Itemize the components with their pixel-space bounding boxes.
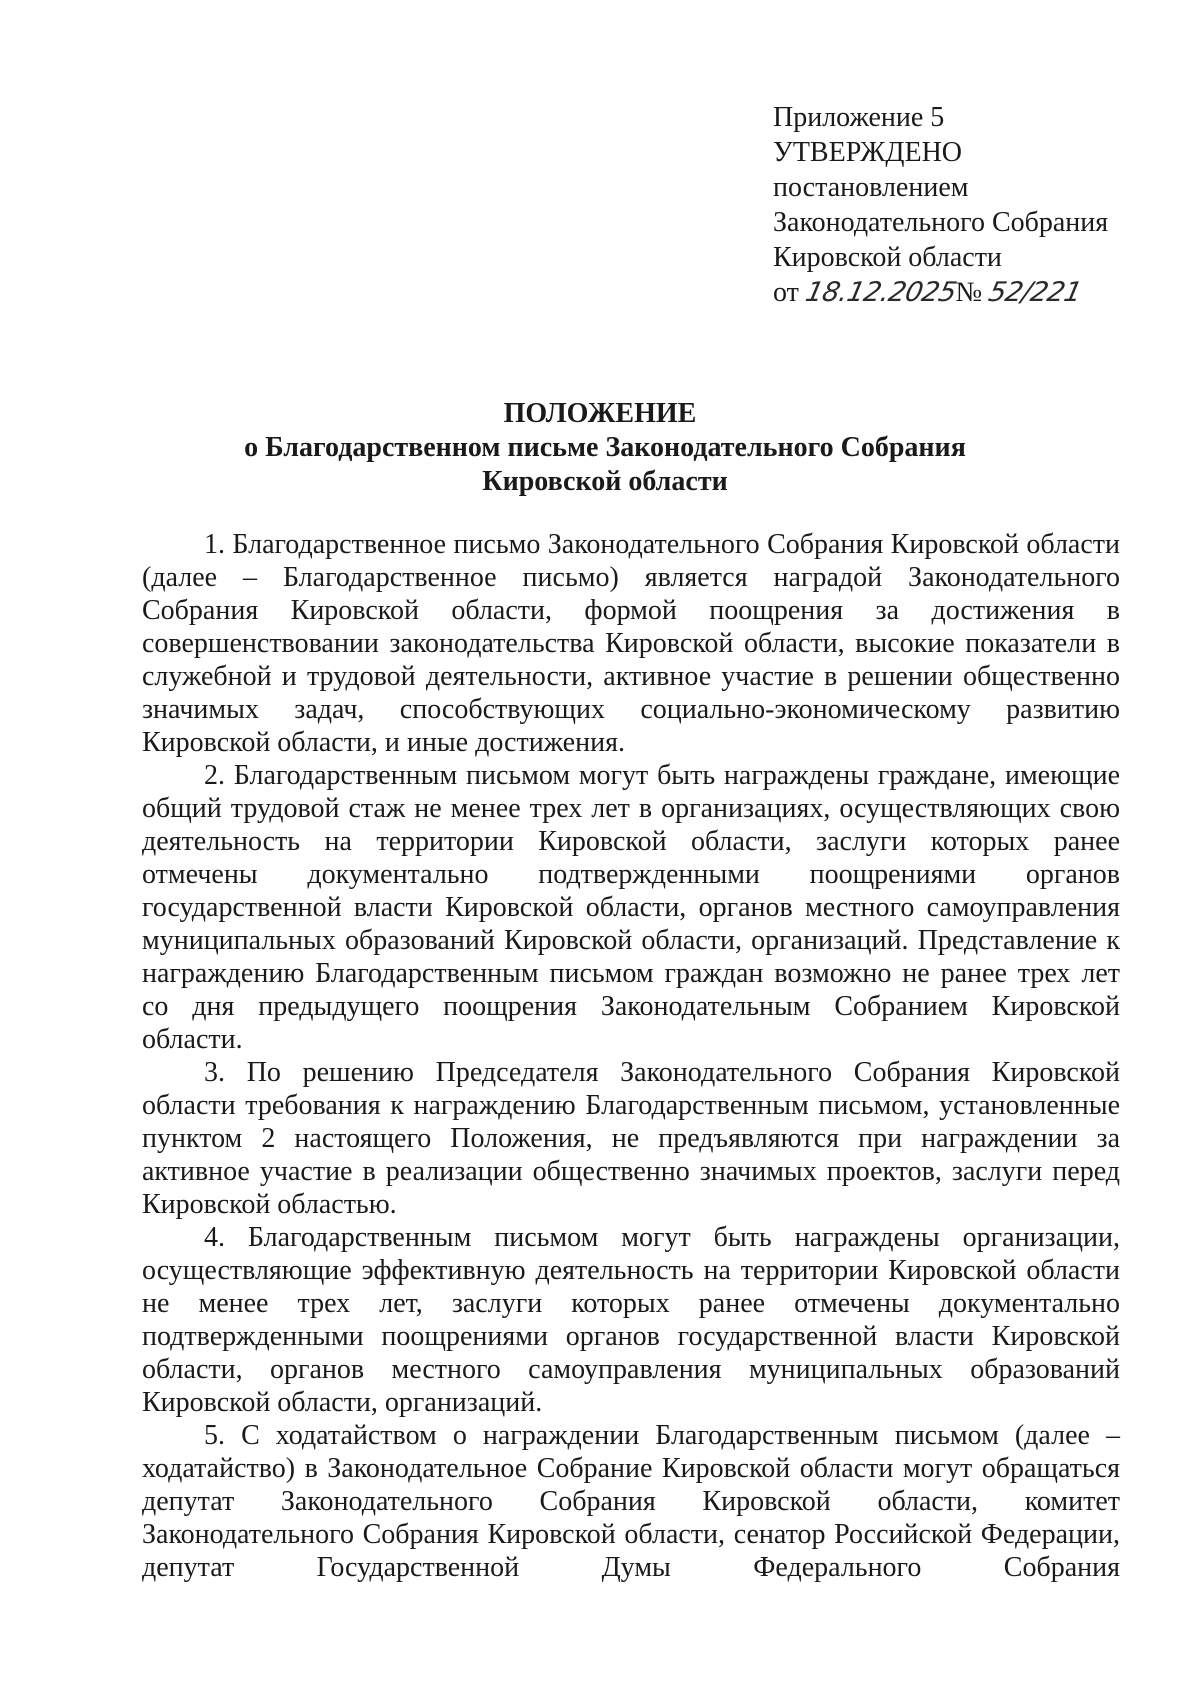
document-title bbox=[0, 397, 1200, 499]
annex-label: Приложение 5 bbox=[773, 102, 945, 133]
paragraph-3: 3. По решению Председателя Законодательного Собрания Кировской области требования к награждению Благодарственным письмом, установленные пунктом 2 настоящего Положения, не предъявляются при награждении за активное участие в реализации общественно значимых проектов, заслуги перед Кировской областью. bbox=[142, 1057, 1120, 1220]
approval-block bbox=[773, 100, 1173, 310]
issuing-body-line2: Кировской области bbox=[773, 242, 1002, 273]
paragraph-4: 4. Благодарственным письмом могут быть награждены организации, осуществляющие эффективную деятельность на территории Кировской области не менее трех лет, заслуги которых ранее отмечены документально подтвержденными поощрениями органов государственной власти Кировской области, органов местного самоуправления муниципальных образований Кировской области, организаций. bbox=[142, 1222, 1120, 1418]
title-subheading-line2: Кировской области bbox=[482, 466, 728, 497]
resolution-date-number bbox=[773, 275, 1173, 310]
paragraph-1: 1. Благодарственное письмо Законодательного Собрания Кировской области (далее – Благодарственное письмо) является наградой Законодательного Собрания Кировской области, формой поощрения за достижения в совершенствовании законодательства Кировской области, высокие показатели в служебной и трудовой деятельности, активное участие в решении общественно значимых задач, способствующих социально-экономическому развитию Кировской области, и иные достижения. bbox=[142, 529, 1120, 758]
document-body bbox=[142, 528, 1120, 1584]
title-subheading-line1: о Благодарственном письме Законодательного Собрания bbox=[244, 432, 966, 463]
handwritten-date: 18.12.2025 bbox=[802, 277, 959, 308]
issuing-body-line1: Законодательного Собрания bbox=[773, 207, 1109, 238]
number-label: № bbox=[955, 277, 983, 308]
approved-stamp-text: УТВЕРЖДЕНО bbox=[773, 137, 963, 168]
from-label: от bbox=[773, 277, 799, 308]
paragraph-5: 5. С ходатайством о награждении Благодарственным письмом (далее – ходатайство) в Законодательное Собрание Кировской области могут обращаться депутат Законодательного Собрания Кировской области, комитет Законодательного Собрания Кировской области, сенатор Российской Федерации, депутат Государственной Думы Федерального Собрания bbox=[142, 1420, 1120, 1583]
handwritten-number: 52/221 bbox=[985, 277, 1085, 308]
paragraph-2: 2. Благодарственным письмом могут быть награждены граждане, имеющие общий трудовой стаж не менее трех лет в организациях, осуществляющих свою деятельность на территории Кировской области, заслуги которых ранее отмечены документально подтвержденными поощрениями органов государственной власти Кировской области, органов местного самоуправления муниципальных образований Кировской области, организаций. Представление к награждению Благодарственным письмом граждан возможно не ранее трех лет со дня предыдущего поощрения Законодательным Собранием Кировской области. bbox=[142, 760, 1120, 1055]
resolution-label: постановлением bbox=[773, 172, 969, 203]
title-heading: ПОЛОЖЕНИЕ bbox=[503, 398, 697, 429]
